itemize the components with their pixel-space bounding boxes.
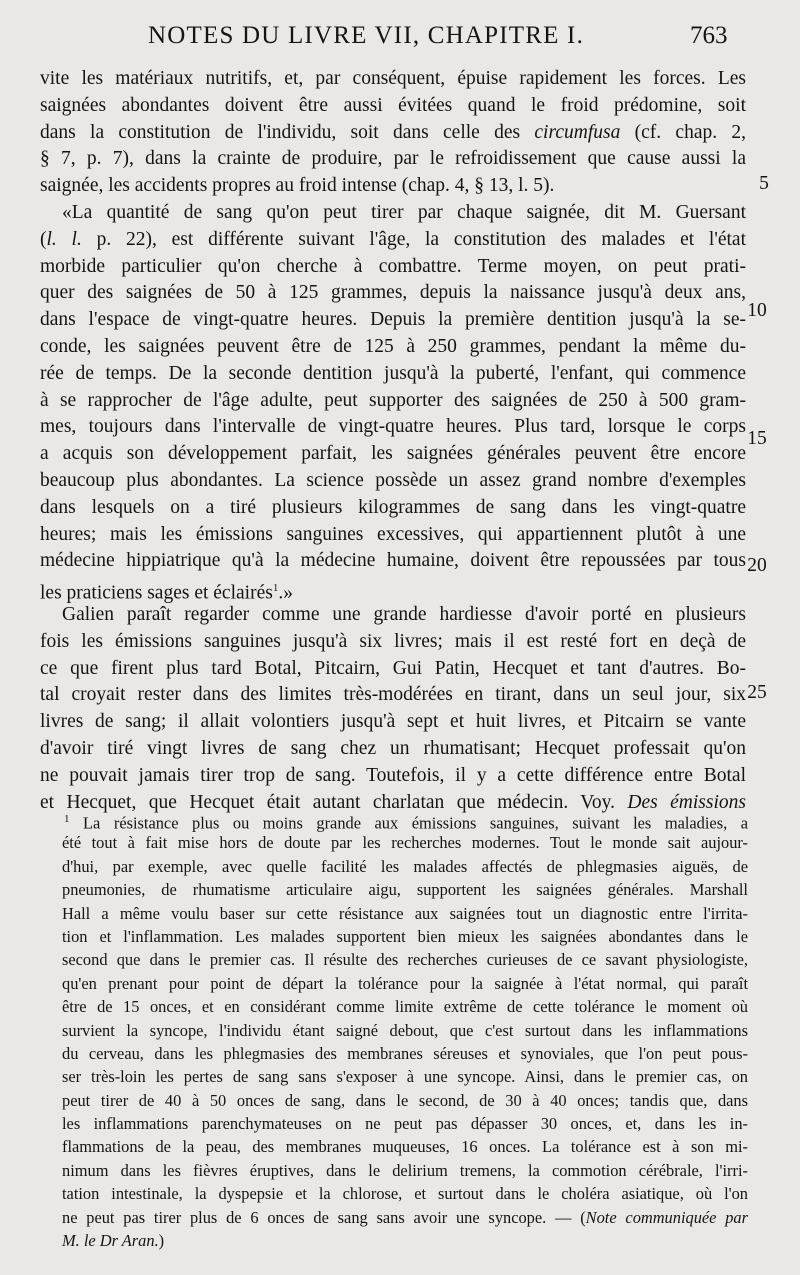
running-head: NOTES DU LIVRE VII, CHAPITRE I. (148, 22, 585, 49)
italic-term: l. l. (46, 228, 82, 250)
footnote-line: du cerveau, dans les phlegmasies des membranes séreuses et synoviales, que l'on peut pous- (62, 1043, 748, 1063)
body-line: (l. l. p. 22), est différente suivant l'âge, la constitution des malades et l'état (40, 228, 746, 250)
footnote-line: nimum dans les fièvres éruptives, dans le delirium tremens, la commotion cérébrale, l'irri- (62, 1160, 748, 1180)
body-line: vite les matériaux nutritifs, et, par conséquent, épuise rapidement les forces. Les (40, 68, 746, 89)
body-line: a acquis son développement parfait, les saignées générales peuvent être encore (40, 443, 746, 465)
footnote-line (62, 808, 748, 831)
body-line: quer des saignées de 50 à 125 grammes, depuis la naissance jusqu'à deux ans, (40, 282, 746, 304)
italic-term: Des émissions (627, 791, 746, 813)
line-number: 20 (747, 555, 767, 576)
footnote-text: La résistance plus ou moins grande aux émissions sanguines, suivant les maladies, a (83, 813, 748, 833)
footnote-line: pneumonies, de rhumatisme articulaire aigu, supportent les saignées générales. Marshall (62, 880, 748, 900)
footnote-marker: 1 (64, 813, 70, 825)
line-number: 10 (747, 300, 767, 321)
footnote-line: peut tirer de 40 à 50 onces de sang, dans le second, de 30 à 40 onces; tandis que, dans (62, 1090, 748, 1110)
main-text (40, 66, 746, 816)
body-line: tal croyait rester dans des limites très-modérées en tirant, dans un seul jour, six (40, 684, 746, 706)
page-header (0, 22, 800, 58)
footnote-line: Hall a même voulu baser sur cette résistance aux saignées tout un diagnostic entre l'irrita- (62, 903, 748, 923)
line-number: 25 (747, 682, 767, 703)
page-number: 763 (690, 22, 728, 49)
body-line: Galien paraît regarder comme une grande hardiesse d'avoir porté en plusieurs (62, 603, 746, 625)
italic-term: Note communiquée par (585, 1207, 748, 1227)
body-line: heures; mais les émissions sanguines excessives, qui appartiennent plutôt à une (40, 523, 746, 545)
footnote-marker: 1 (272, 582, 279, 595)
body-line: ne pouvait jamais tirer trop de sang. Toutefois, il y a cette différence entre Botal (40, 764, 746, 786)
line-number: 15 (747, 428, 767, 449)
footnote-line: second que dans le premier cas. Il résulte des recherches curieuses de ce savant physiologiste, (62, 950, 748, 970)
footnotes (62, 808, 748, 1252)
body-line: dans la constitution de l'individu, soit dans celle des circumfusa (cf. chap. 2, (40, 121, 747, 143)
body-line: dans l'espace de vingt-quatre heures. Depuis la première dentition jusqu'à la se- (40, 309, 746, 331)
footnote-line: été tout à fait mise hors de doute par les recherches modernes. Tout le monde sait aujour- (62, 833, 748, 853)
footnote-line: qu'en prenant pour point de départ la tolérance pour la saignée à l'état normal, qui paraît (62, 973, 748, 993)
body-line: saignée, les accidents propres au froid intense (chap. 4, § 13, l. 5). (40, 175, 555, 197)
italic-term: M. le Dr Aran. (62, 1231, 159, 1251)
body-line: rée de temps. De la seconde dentition jusqu'à la puberté, l'enfant, qui commence (40, 362, 746, 384)
footnote-text: ) (158, 1231, 165, 1251)
body-line: les praticiens sages et éclairés$^1$.» (40, 582, 293, 604)
body-line: beaucoup plus abondantes. La science possède un assez grand nombre d'exemples (40, 469, 746, 491)
body-line: médecine hippiatrique qu'à la médecine humaine, doivent être repoussées par tous (40, 550, 746, 572)
footnote-line: d'hui, par exemple, avec quelle facilité les malades affectés de phlegmasies aiguës, de (62, 856, 748, 876)
body-line: d'avoir tiré vingt livres de sang chez un rhumatisant; Hecquet professait qu'on (40, 737, 746, 759)
line-number: 5 (759, 173, 769, 194)
body-line: «La quantité de sang qu'on peut tirer par chaque saignée, dit M. Guersant (62, 201, 746, 223)
body-line: fois les émissions sanguines jusqu'à six livres; mais il est resté fort en deçà de (40, 630, 746, 652)
footnote-line: tion et l'inflammation. Les malades supportent bien mieux les saignées abondantes dans le (62, 926, 748, 946)
body-line: morbide particulier qu'on cherche à combattre. Terme moyen, on peut prati- (40, 255, 746, 277)
body-line: à se rapprocher de l'âge adulte, peut supporter des saignées de 250 à 500 gram- (40, 389, 746, 411)
footnote-line: ser très-loin les pertes de sang sans s'exposer à une syncope. Ainsi, dans le premier cas, on (62, 1067, 748, 1087)
footnote-text: ne peut pas tirer plus de 6 onces de sang sans avoir une syncope. — ( (62, 1207, 586, 1227)
italic-term: circumfusa (534, 121, 621, 143)
footnote-line (62, 1206, 748, 1229)
body-line: et Hecquet, que Hecquet était autant charlatan que médecin. Voy. Des émissions (40, 791, 746, 813)
body-line: livres de sang; il allait volontiers jusqu'à sept et huit livres, et Pitcairn se vante (40, 711, 746, 733)
footnote-line: être de 15 onces, et en considérant comme limite extrême de cette tolérance le moment où (62, 997, 748, 1017)
body-line: ce que firent plus tard Botal, Pitcairn, Gui Patin, Hecquet et tant d'autres. Bo- (40, 657, 746, 679)
footnote-line: flammations de la peau, des membranes muqueuses, 16 onces. La tolérance est à son mi- (62, 1137, 748, 1157)
footnote-line: les inflammations parenchymateuses on ne peut pas dépasser 30 onces, et, dans les in- (62, 1114, 748, 1134)
body-line: dans lesquels on a tiré plusieurs kilogrammes de sang dans les vingt-quatre (40, 496, 746, 518)
footnote-line: survient la syncope, l'individu étant saigné debout, que c'est surtout dans les inflammations (62, 1020, 748, 1040)
footnote-line (62, 1229, 748, 1252)
body-line: § 7, p. 7), dans la crainte de produire, par le refroidissement que cause aussi la (40, 148, 746, 170)
footnote-line: tation intestinale, la dyspepsie et la chlorose, et surtout dans le choléra asiatique, où l'on (62, 1184, 748, 1204)
body-line: conde, les saignées peuvent être de 125 à 250 grammes, pendant la même du- (40, 335, 746, 357)
body-line: mes, toujours dans l'intervalle de vingt-quatre heures. Plus tard, lorsque le corps (40, 416, 746, 438)
body-line: saignées abondantes doivent être aussi évitées quand le froid prédomine, soit (40, 94, 746, 116)
